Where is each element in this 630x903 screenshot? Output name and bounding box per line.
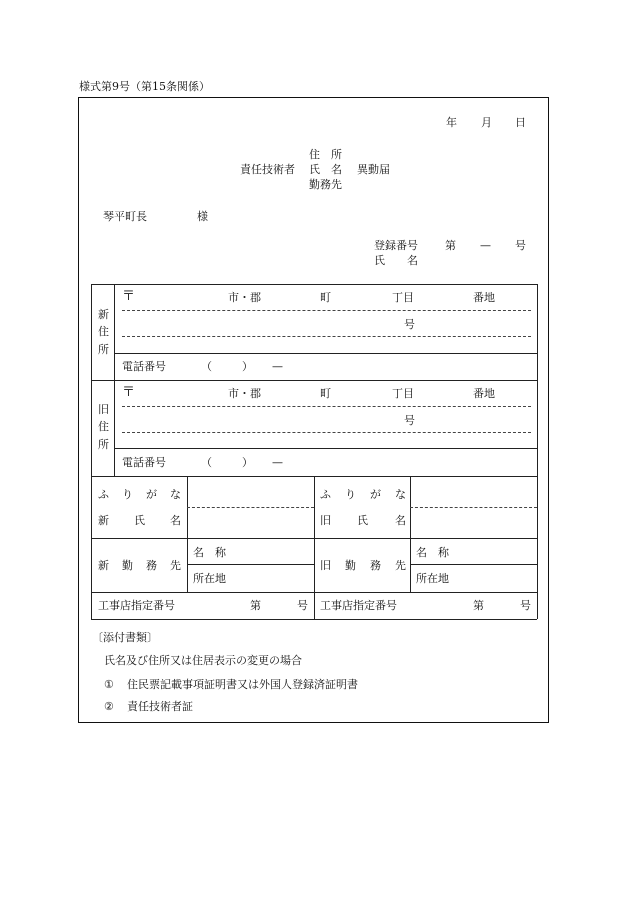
new-chome-label: 丁目	[392, 291, 414, 304]
form-number: 様式第9号（第15条関係）	[79, 80, 210, 93]
old-name-label-3: 名	[395, 514, 406, 527]
addressee-honorific: 様	[197, 210, 208, 223]
old-address-header-3: 所	[98, 438, 109, 451]
new-workplace-label-1: 新	[98, 559, 109, 572]
addressee-name: 琴平町長	[103, 210, 147, 223]
new-workplace-location-label: 所在地	[193, 572, 226, 585]
contractor-go-right: 号	[520, 599, 531, 612]
old-banchi-label: 番地	[473, 387, 495, 400]
new-workplace-label-3: 務	[146, 559, 157, 572]
old-workplace-name-label: 名 称	[416, 546, 449, 559]
title-prefix: 責任技術者	[240, 163, 295, 176]
old-phone-dash: —	[272, 456, 283, 469]
old-phone-open: （	[201, 456, 212, 469]
old-workplace-label-4: 先	[395, 559, 406, 572]
old-phone-close: ）	[242, 456, 253, 469]
contractor-go-left: 号	[297, 599, 308, 612]
new-workplace-label-2: 勤	[122, 559, 133, 572]
old-town-label: 町	[320, 387, 331, 400]
new-name-label-1: 新	[98, 514, 109, 527]
attachment-item-text: 住民票記載事項証明書又は外国人登録済証明書	[127, 678, 358, 691]
new-name-label-2: 氏	[134, 514, 145, 527]
new-phone-label: 電話番号	[122, 360, 166, 373]
old-workplace-label-1: 旧	[320, 559, 331, 572]
contractor-dai-left: 第	[250, 599, 261, 612]
date-year: 年	[446, 116, 457, 129]
old-workplace-label-3: 務	[370, 559, 381, 572]
old-go-label: 号	[404, 414, 415, 427]
old-name-label-1: 旧	[320, 514, 331, 527]
furigana-left-4: な	[170, 488, 181, 501]
furigana-left-2: り	[122, 488, 133, 501]
attachments-condition: 氏名及び住所又は住居表示の変更の場合	[104, 654, 302, 667]
new-phone-open: （	[201, 360, 212, 373]
registration-label: 登録番号	[374, 239, 418, 252]
new-workplace-label-4: 先	[170, 559, 181, 572]
furigana-right-1: ふ	[320, 488, 331, 501]
furigana-left-3: が	[146, 488, 157, 501]
contractor-label-left: 工事店指定番号	[98, 599, 175, 612]
contractor-dai-right: 第	[473, 599, 484, 612]
furigana-right-2: り	[345, 488, 356, 501]
new-name-label-3: 名	[170, 514, 181, 527]
postal-mark-icon: 〒	[122, 385, 136, 400]
date-month: 月	[481, 116, 492, 129]
registration-go: 号	[515, 239, 526, 252]
registration-dash: —	[480, 239, 491, 252]
new-workplace-name-label: 名 称	[193, 546, 226, 559]
new-address-header-3: 所	[98, 343, 109, 356]
title-suffix: 異動届	[357, 163, 390, 176]
old-city-label: 市・郡	[228, 387, 261, 400]
furigana-right-4: な	[395, 488, 406, 501]
new-town-label: 町	[320, 291, 331, 304]
old-workplace-location-label: 所在地	[416, 572, 449, 585]
title-workplace: 勤務先	[309, 178, 342, 191]
attachment-item-num: ①	[104, 678, 114, 691]
attachments-heading: 〔添付書類〕	[92, 631, 158, 644]
title-name: 氏 名	[309, 163, 342, 176]
furigana-right-3: が	[370, 488, 381, 501]
new-go-label: 号	[404, 318, 415, 331]
old-address-header-1: 旧	[98, 403, 109, 416]
new-city-label: 市・郡	[228, 291, 261, 304]
new-address-header-2: 住	[98, 325, 109, 338]
attachment-item-text: 責任技術者証	[127, 700, 193, 713]
applicant-name-label: 氏 名	[374, 254, 418, 267]
date-day: 日	[515, 116, 526, 129]
old-chome-label: 丁目	[392, 387, 414, 400]
title-address: 住 所	[309, 148, 342, 161]
registration-dai: 第	[445, 239, 456, 252]
new-phone-close: ）	[242, 360, 253, 373]
old-address-header-2: 住	[98, 420, 109, 433]
old-workplace-label-2: 勤	[345, 559, 356, 572]
contractor-label-right: 工事店指定番号	[320, 599, 397, 612]
new-address-header-1: 新	[98, 308, 109, 321]
new-phone-dash: —	[272, 360, 283, 373]
postal-mark-icon: 〒	[122, 289, 136, 304]
old-name-label-2: 氏	[357, 514, 368, 527]
attachment-item-num: ②	[104, 700, 114, 713]
new-banchi-label: 番地	[473, 291, 495, 304]
old-phone-label: 電話番号	[122, 456, 166, 469]
furigana-left-1: ふ	[98, 488, 109, 501]
